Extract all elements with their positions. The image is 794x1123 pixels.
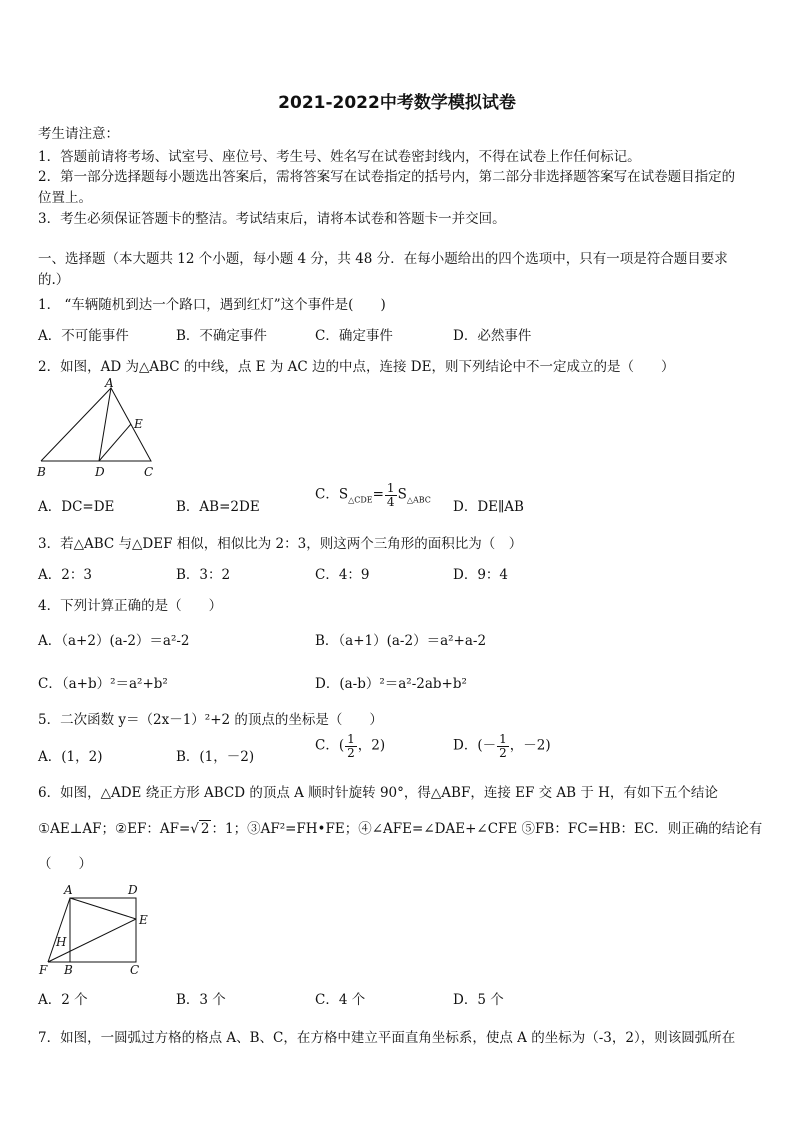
- q4-option-a: A．（a+2）(a-2）＝a²-2: [38, 633, 190, 649]
- notice-item-3: 3．考生必须保证答题卡的整洁。考试结束后，请将本试卷和答题卡一并交回。: [38, 211, 506, 227]
- q5-option-d: D．(－ $\frac{1}{2}$ ，－2): [453, 732, 551, 760]
- q2-label-c: C: [144, 465, 154, 479]
- q6-label-f: F: [39, 963, 48, 976]
- q5-stem: 5．二次函数 y＝（2x－1）²+2 的顶点的坐标是（ ）: [38, 712, 383, 728]
- q2-option-a: A．DC=DE: [38, 499, 115, 515]
- q4-option-b: B．（a+1）(a-2）＝a²+a-2: [315, 633, 487, 649]
- q6-label-d: D: [128, 883, 138, 897]
- q2-label-d: D: [95, 465, 105, 479]
- section-heading-cont: 的.）: [38, 272, 70, 288]
- q2-label-e: E: [134, 417, 143, 431]
- q6-option-a: A．2 个: [38, 992, 88, 1008]
- section-heading: 一、选择题（本大题共 12 个小题，每小题 4 分，共 48 分．在每小题给出的四个选项中，只有一项是符合题目要求: [38, 251, 728, 267]
- q6-conditions: ①AE⊥AF；②EF：AF=√ 2 ：1；③AF²=FH•FE；④∠AFE=∠DAE+∠CFE ⑤FB：FC=HB：EC．则正确的结论有: [38, 821, 763, 837]
- q2-option-b: B．AB=2DE: [176, 499, 260, 515]
- q6-label-e: E: [139, 913, 148, 927]
- q1-option-d: D．必然事件: [453, 328, 532, 344]
- q1-option-b: B．不确定事件: [176, 328, 267, 344]
- page-title: 2021-2022中考数学模拟试卷: [278, 93, 516, 113]
- q2-label-b: B: [37, 465, 46, 479]
- q2-stem: 2．如图，AD 为△ABC 的中线，点 E 为 AC 边的中点，连接 DE，则下列结论中不一定成立的是（ ）: [38, 359, 675, 375]
- q1-stem: 1． “车辆随机到达一个路口，遇到红灯”这个事件是( ): [38, 297, 386, 313]
- q2-option-c: C．$S_{\triangle CDE}=$ $\frac{1}{4}$ $S_{\triangle ABC}$: [315, 481, 431, 509]
- q1-option-c: C．确定事件: [315, 328, 393, 344]
- q6-option-d: D．5 个: [453, 992, 504, 1008]
- q6-square-figure: [36, 880, 160, 976]
- q3-option-d: D．9：4: [453, 567, 509, 583]
- q6-answer-paren: （ ）: [38, 856, 92, 872]
- q4-option-d: D．(a-b）²＝a²-2ab+b²: [315, 676, 467, 692]
- notice-heading: 考生请注意：: [38, 126, 119, 142]
- q6-option-c: C．4 个: [315, 992, 366, 1008]
- q7-stem: 7．如图，一圆弧过方格的格点 A、B、C，在方格中建立平面直角坐标系，使点 A 的坐标为（-3，2），则该圆弧所在: [38, 1030, 736, 1046]
- notice-item-2-cont: 位置上。: [38, 190, 92, 206]
- q6-option-b: B．3 个: [176, 992, 226, 1008]
- q6-label-c: C: [130, 963, 140, 976]
- q3-option-b: B．3：2: [176, 567, 231, 583]
- q6-label-h: H: [56, 935, 67, 949]
- q3-option-c: C．4：9: [315, 567, 370, 583]
- notice-item-1: 1．答题前请将考场、试室号、座位号、考生号、姓名写在试卷密封线内，不得在试卷上作任何标记。: [38, 149, 641, 165]
- q2-label-a: A: [105, 376, 114, 390]
- q2-triangle-figure: [36, 376, 160, 480]
- q4-stem: 4．下列计算正确的是（ ）: [38, 598, 223, 614]
- q3-stem: 3．若△ABC 与△DEF 相似，相似比为 2：3，则这两个三角形的面积比为（ ）: [38, 536, 523, 552]
- q5-option-b: B．(1，－2): [176, 749, 255, 765]
- q6-label-b: B: [64, 963, 73, 976]
- q3-option-a: A．2：3: [38, 567, 92, 583]
- q6-label-a: A: [64, 883, 73, 897]
- notice-item-2: 2．第一部分选择题每小题选出答案后，需将答案写在试卷指定的括号内，第二部分非选择题答案写在试卷题目指定的: [38, 169, 736, 185]
- q5-option-a: A．(1，2): [38, 749, 103, 765]
- q1-option-a: A．不可能事件: [38, 328, 129, 344]
- q6-stem: 6．如图，△ADE 绕正方形 ABCD 的顶点 A 顺时针旋转 90°，得△ABF，连接 EF 交 AB 于 H，有如下五个结论: [38, 785, 718, 801]
- q2-option-d: D．DE∥AB: [453, 499, 524, 515]
- q4-option-c: C．（a+b）²＝a²+b²: [38, 676, 168, 692]
- q5-option-c: C．( $\frac{1}{2}$ ，2): [315, 732, 386, 760]
